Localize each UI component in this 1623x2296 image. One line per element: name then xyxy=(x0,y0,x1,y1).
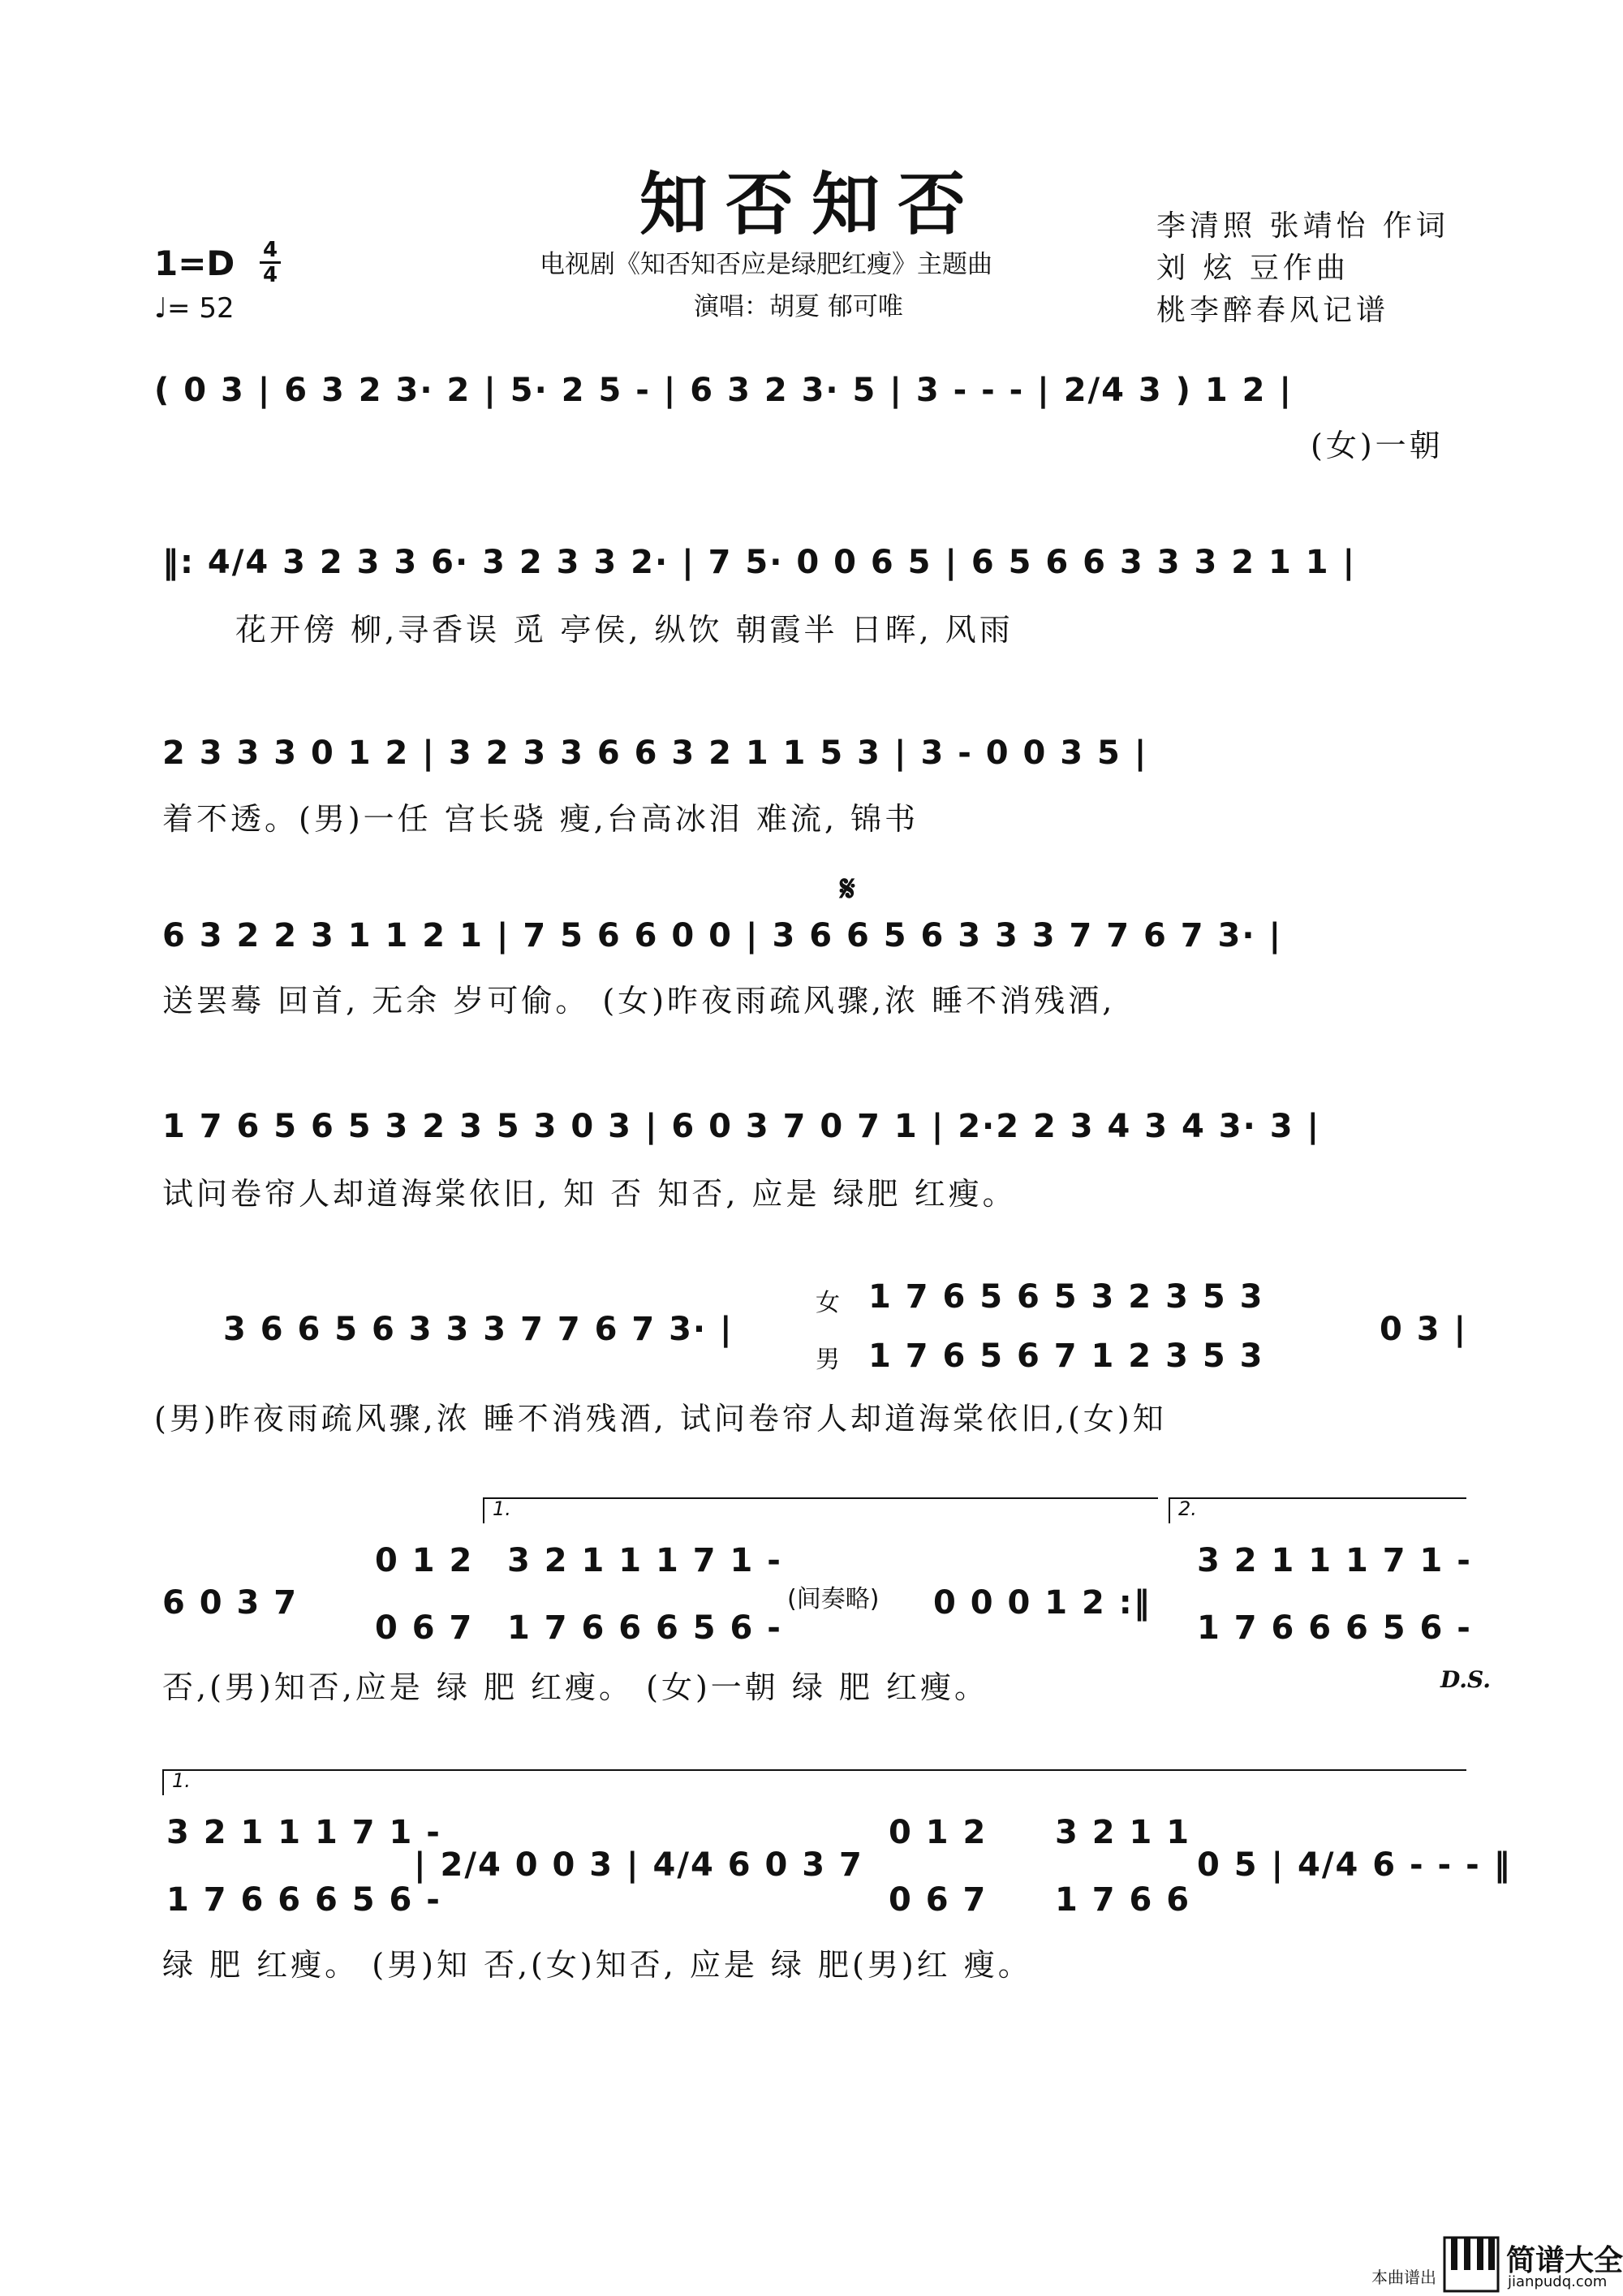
system-7-lower-notes: 0 6 7 xyxy=(375,1609,474,1647)
system-8-end-notes: 0 5 | 4/4 6 - - - ‖ xyxy=(1197,1846,1512,1884)
first-ending-bracket xyxy=(483,1497,1158,1523)
system-8-lower-c: 1 7 6 6 xyxy=(1055,1881,1191,1919)
piano-keys-icon xyxy=(1443,2236,1500,2293)
volta1-upper-notes: 3 2 1 1 1 7 1 - xyxy=(507,1542,782,1579)
system-3-lyrics: 着不透。(男)一任 宫长骁 瘦,台高冰泪 难流, 锦书 xyxy=(162,801,919,837)
key-signature: 1=D xyxy=(154,243,235,283)
lyricist-credit: 李清照 张靖怡 作词 xyxy=(1156,209,1449,243)
system-7-after-notes: 0 0 0 1 2 :‖ xyxy=(933,1584,1152,1622)
system-7-upper-notes: 0 1 2 xyxy=(375,1542,474,1579)
first-ending-number: 1. xyxy=(493,1497,511,1520)
interlude-note: (间奏略) xyxy=(787,1585,880,1613)
footer-note: 本曲谱出 xyxy=(1371,2268,1436,2287)
subtitle: 电视剧《知否知否应是绿肥红瘦》主题曲 xyxy=(540,250,992,279)
page-title: 知否知否 xyxy=(639,164,984,244)
system-1-notes: ( 0 3 | 6 3 2 3· 2 | 5· 2 5 - | 6 3 2 3· 5 | 3 - - - | 2/4 3 ) 1 2 | xyxy=(154,372,1293,409)
system-4-notes: 6 3 2 2 3 1 1 2 1 | 7 5 6 6 0 0 | 3 6 6 5 6 3 3 3 7 7 6 7 3· | xyxy=(162,917,1283,954)
system-6-notes: 3 6 6 5 6 3 3 3 7 7 6 7 3· | xyxy=(223,1311,734,1348)
site-logo[interactable] xyxy=(1443,2236,1623,2293)
system-8-middle-notes: | 2/4 0 0 3 | 4/4 6 0 3 7 xyxy=(414,1846,863,1884)
second-ending-number: 2. xyxy=(1178,1497,1197,1520)
female-part-label: 女 xyxy=(816,1289,840,1317)
system-5-lyrics: 试问卷帘人却道海棠依旧, 知 否 知否, 应是 绿肥 红瘦。 xyxy=(162,1176,1017,1212)
system-7-notes: 6 0 3 7 xyxy=(162,1584,299,1622)
volta1-lower-notes: 1 7 6 6 6 5 6 - xyxy=(507,1609,782,1647)
tempo-marking: ♩= 52 xyxy=(154,292,235,325)
male-part-label: 男 xyxy=(816,1346,840,1374)
dal-segno-mark: D.S. xyxy=(1440,1666,1492,1693)
logo-title: 简谱大全 xyxy=(1506,2244,1623,2277)
system-6-upper-notes: 1 7 6 5 6 5 3 2 3 5 3 xyxy=(868,1278,1264,1316)
system-7-lyrics: 否,(男)知否,应是 绿 肥 红瘦。 (女)一朝 绿 肥 红瘦。 xyxy=(162,1669,989,1705)
system-2-notes: ‖: 4/4 3 2 3 3 6· 3 2 3 3 2· | 7 5· 0 0 6 5 | 6 5 6 6 3 3 3 2 1 1 | xyxy=(162,544,1357,581)
transcriber-credit: 桃李醉春风记谱 xyxy=(1156,294,1390,327)
segno-sign: 𝄋 xyxy=(840,868,855,910)
second-ending-bracket xyxy=(1169,1497,1466,1523)
system-2-lyrics: 花开傍 柳,寻香误 觅 亭侯, 纵饮 朝霞半 日晖, 风雨 xyxy=(235,612,1014,648)
system-1-lyrics: (女)一朝 xyxy=(1311,428,1444,463)
system-6-lower-notes: 1 7 6 5 6 7 1 2 3 5 3 xyxy=(868,1338,1264,1375)
logo-url: jianpudq.com xyxy=(1508,2273,1608,2290)
time-signature xyxy=(260,239,281,286)
volta2-lower-notes: 1 7 6 6 6 5 6 - xyxy=(1197,1609,1472,1647)
system-8-lower-b: 0 6 7 xyxy=(889,1881,988,1919)
system-8-lyrics: 绿 肥 红瘦。 (男)知 否,(女)知否, 应是 绿 肥(男)红 瘦。 xyxy=(162,1947,1032,1983)
time-numerator: 4 xyxy=(262,238,278,262)
system-4-lyrics: 送罢蓦 回首, 无余 岁可偷。 (女)昨夜雨疏风骤,浓 睡不消残酒, xyxy=(162,983,1116,1019)
system-6-tail-notes: 0 3 | xyxy=(1380,1311,1468,1348)
system-8-upper-b: 0 1 2 xyxy=(889,1814,988,1851)
composer-credit: 刘 炫 豆作曲 xyxy=(1156,252,1350,285)
final-ending-bracket xyxy=(162,1769,1466,1795)
system-8-upper-a: 3 2 1 1 1 7 1 - xyxy=(166,1814,441,1851)
system-8-lower-a: 1 7 6 6 6 5 6 - xyxy=(166,1881,441,1919)
final-ending-number: 1. xyxy=(172,1769,191,1792)
system-5-notes: 1 7 6 5 6 5 3 2 3 5 3 0 3 | 6 0 3 7 0 7 1 | 2·2 2 3 4 3 4 3· 3 | xyxy=(162,1108,1321,1145)
system-3-notes: 2 3 3 3 0 1 2 | 3 2 3 3 6 6 3 2 1 1 5 3 | 3 - 0 0 3 5 | xyxy=(162,734,1148,772)
system-8-upper-c: 3 2 1 1 xyxy=(1055,1814,1191,1851)
system-6-lyrics: (男)昨夜雨疏风骤,浓 睡不消残酒, 试问卷帘人却道海棠依旧,(女)知 xyxy=(154,1401,1167,1437)
volta2-upper-notes: 3 2 1 1 1 7 1 - xyxy=(1197,1542,1472,1579)
time-denominator: 4 xyxy=(262,263,278,287)
singers: 演唱：胡夏 郁可唯 xyxy=(694,292,903,321)
